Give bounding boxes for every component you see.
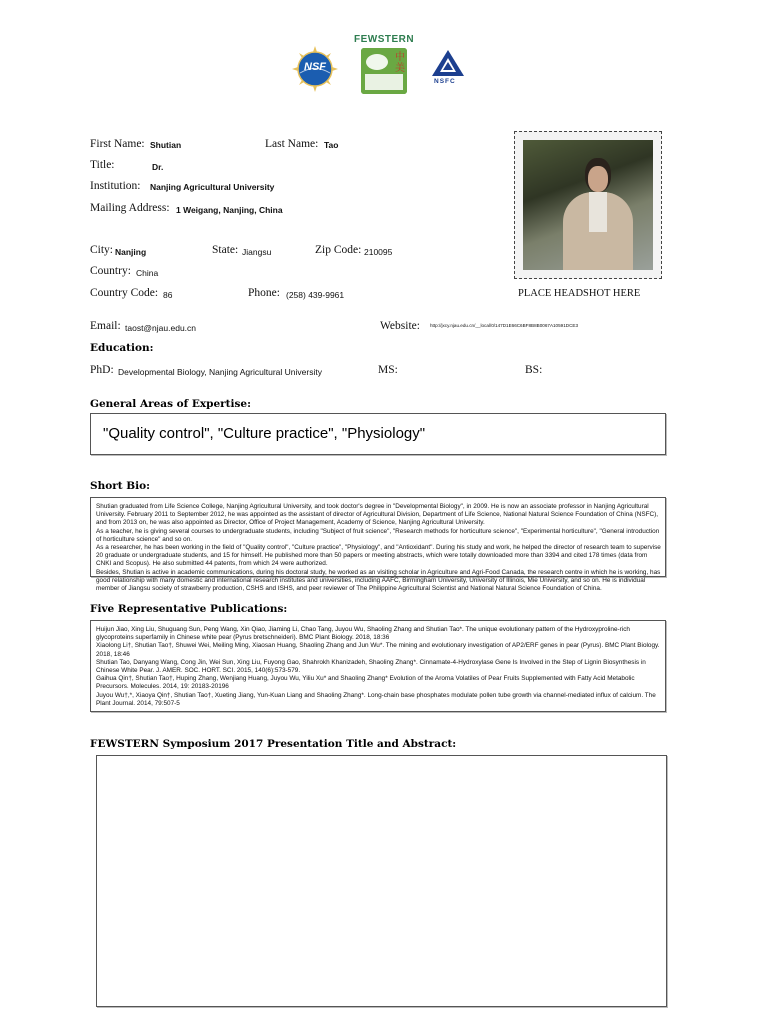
headshot-caption: PLACE HEADSHOT HERE — [518, 288, 641, 299]
email-value[interactable]: taost@njau.edu.cn — [125, 323, 197, 333]
fewstern-emblem — [361, 48, 407, 94]
publication-item: Gaihua Qin†, Shutian Tao†, Huping Zhang, Wenjiang Huang, Juyou Wu, Yiliu Xu* and Shaoling Zhang* Evolution of the Aroma Volatiles of Pear Fruits Supplemented with Fatty Acid Metabolic Precursors. Molecules. 2014, 19: 20183-20196 — [96, 675, 635, 691]
bio-paragraph: As a teacher, he is giving several courses to undergraduate students, including "Subject of fruit science", "Research methods for horticulture science", "Experimental horticulture", "General introduction of horticulture science" and so on. — [96, 527, 660, 543]
headshot-photo — [523, 140, 653, 270]
publications-heading: Five Representative Publications: — [90, 603, 288, 615]
state-label: State: — [212, 244, 239, 256]
expertise-heading: General Areas of Expertise: — [90, 398, 251, 410]
bio-paragraph: As a researcher, he has been working in the field of "Quality control", "Culture practice", "Physiology", and "Antioxidant". During his study and work, he helped the director of research team to supervise 20 graduate or undergraduate students, and 15 for himself. He published more than 50 papers or meeting abstracts, which were totally downloaded more than 3394 and cited 178 times (data from CNKI and Scopus). He also submitted 44 patents, from which 24 were authorized. — [96, 544, 661, 568]
education-heading: Education: — [90, 342, 154, 354]
phd-label: PhD: — [90, 364, 114, 376]
svg-text:中: 中 — [395, 52, 405, 63]
expertise-value: "Quality control", "Culture practice", "Physiology" — [103, 425, 426, 442]
mailing-address-value[interactable]: 1 Weigang, Nanjing, China — [176, 205, 283, 215]
last-name-label: Last Name: — [265, 138, 319, 150]
phone-value[interactable]: (258) 439-9961 — [286, 290, 345, 300]
expertise-box[interactable] — [90, 413, 666, 455]
bio-heading: Short Bio: — [90, 480, 151, 492]
fewstern-leaf-icon — [361, 48, 407, 94]
zip-code-label: Zip Code: — [315, 244, 362, 256]
institution-label: Institution: — [90, 180, 141, 192]
last-name-value[interactable]: Tao — [324, 140, 339, 150]
publications-list — [96, 626, 662, 708]
city-value[interactable]: Nanjing — [115, 247, 147, 257]
bs-label: BS: — [525, 364, 543, 376]
state-value[interactable]: Jiangsu — [242, 247, 272, 257]
publications-box[interactable] — [90, 620, 666, 712]
bio-paragraph: Besides, Shutian is active in academic communications, during his doctoral study, he worked as an visiting scholar in Agriculture and Agri-Food Canada, the research centre in which he is working, has good relationship with many domestic and international research institutes and universities, including AAFC, Birmingham University, University of Illinois, Mie University, and so on. He is individual member of Jiangsu society of strawberry production, CSHS and ISHS, and peer reviewer of The Philippine Agricultural Scientist and National Natural Science Foundation of China. — [96, 568, 661, 593]
phone-label: Phone: — [248, 287, 280, 299]
city-label: City: — [90, 244, 114, 256]
publication-item: Xiaolong Li†, Shutian Tao†, Shuwei Wei, Meiling Ming, Xiaosan Huang, Shaoling Zhang and Jun Wu*. The mining and evolutionary investigation of AP2/ERF genes in pear (Pyrus). BMC Plant Biology. 2018, 18:46 — [96, 642, 660, 658]
nsf-logo — [292, 46, 338, 92]
country-code-label: Country Code: — [90, 287, 159, 299]
bio-text — [96, 503, 662, 593]
nsf-logo-text: NSF — [304, 61, 326, 73]
institution-value[interactable]: Nanjing Agricultural University — [150, 182, 275, 192]
website-value[interactable]: http://jxcy.njau.edu.cn/__local/0/147D1E66C6BF8B8B0067A10591DCE3 — [430, 323, 579, 328]
first-name-value[interactable]: Shutian — [150, 140, 182, 150]
publication-item: Shutian Tao, Danyang Wang, Cong Jin, Wei Sun, Xing Liu, Fuyong Gao, Shahrokh Khanizadeh, Shaoling Zhang*. Cinnamate-4-Hydroxylase Gene Is Involved in the Step of Lignin Biosynthesis in Chinese White Pear. J. AMER. SOC. HORT. SCI. 2015, 140(6):573-579. — [96, 658, 646, 675]
title-label: Title: — [90, 159, 115, 171]
fewstern-logo — [352, 34, 418, 94]
bio-box[interactable] — [90, 497, 666, 593]
publication-item: Huijun Jiao, Xing Liu, Shuguang Sun, Peng Wang, Xin Qiao, Jiaming Li, Chao Tang, Juyou Wu, Shaoling Zhang and Shutian Tao*. The unique evolutionary pattern of the Hydroxyproline-rich glycoproteins superfamily in Chinese white pear (Pyrus bretschneideri). BMC Plant Biology. 2018, 18:36 — [96, 626, 630, 642]
nsfc-logo — [430, 48, 466, 92]
symposium-abstract-box[interactable] — [96, 755, 667, 1007]
mailing-address-label: Mailing Address: — [90, 202, 170, 214]
country-code-value[interactable]: 86 — [163, 290, 173, 300]
first-name-label: First Name: — [90, 138, 145, 150]
title-value[interactable]: Dr. — [152, 162, 164, 172]
headshot-frame[interactable] — [514, 131, 662, 279]
country-value[interactable]: China — [136, 268, 159, 278]
fewstern-logo-text: FEWSTERN — [354, 34, 415, 45]
symposium-heading: FEWSTERN Symposium 2017 Presentation Title and Abstract: — [90, 738, 457, 750]
phd-value[interactable]: Developmental Biology, Nanjing Agricultural University — [118, 367, 322, 377]
zip-code-value[interactable]: 210095 — [364, 247, 393, 257]
country-label: Country: — [90, 265, 131, 277]
bio-paragraph: Shutian graduated from Life Science College, Nanjing Agricultural University, and took doctor's degree in "Developmental Biology", in 2009. He is now an associate professor in Nanjing Agricultural University. February 2011 to September 2012, he was appointed as the assistant of director of Agricultural Division, Department of Life Science, National Natural Science Foundation of China (NSFC), and from 2013 on, he was also appointed as Director, Office of Project Management, Academy of Science, Nanjing Agricultural University. — [96, 503, 659, 527]
svg-text:美: 美 — [395, 63, 405, 74]
nsfc-mountain-icon — [430, 48, 466, 78]
email-label: Email: — [90, 320, 121, 332]
ms-label: MS: — [378, 364, 398, 376]
publication-item: Juyou Wu†,*, Xiaoya Qin†, Shutian Tao†, Xueting Jiang, Yun-Kuan Liang and Shaoling Zhang*. Long-chain base phosphates modulate pollen tube growth via channel-mediated influx of calcium. The Plant Journal. 2014, 79:507-5 — [96, 691, 656, 707]
nsfc-logo-text: NSFC — [434, 78, 456, 85]
website-label: Website: — [380, 320, 420, 332]
